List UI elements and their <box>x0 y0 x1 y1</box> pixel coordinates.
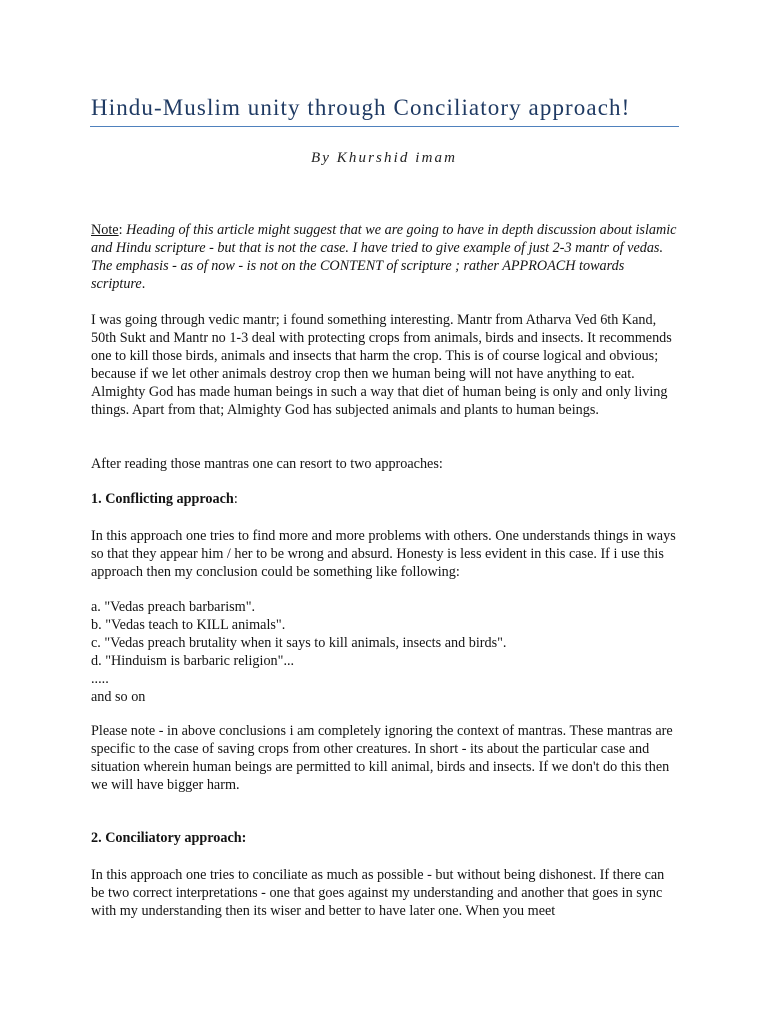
section2-heading-text: 2. Conciliatory approach: <box>91 830 247 846</box>
context-note-paragraph <box>91 722 681 794</box>
section1-heading-text: 1. Conflicting approach <box>91 491 234 507</box>
list-item: and so on <box>91 689 146 705</box>
note-end: . <box>141 276 146 292</box>
section2-paragraph-text: In this approach one tries to conciliate as much as possible - but without being dishonest. If there can be two correct interpretations - one that goes against my understanding and another that goes in sync with my understanding then its wiser and better to have later one. When you meet <box>91 867 665 919</box>
context-note-paragraph-text: Please note - in above conclusions i am completely ignoring the context of mantras. These mantras are specific to the case of saving crops from other creatures. In short - its about the particular case and situation wherein human beings are permitted to kill animal, birds and insects. If we don't do this then we will have bigger harm. <box>91 723 673 793</box>
list-item: ..... <box>91 671 109 687</box>
section1-heading <box>91 490 681 508</box>
intro-paragraph <box>91 311 681 419</box>
section1-paragraph <box>91 527 681 581</box>
approaches-paragraph-text: After reading those mantras one can resort to two approaches: <box>91 456 443 472</box>
list-item: d. "Hinduism is barbaric religion"... <box>91 653 295 669</box>
note-colon: : <box>118 222 123 238</box>
note-text: Heading of this article might suggest that we are going to have in depth discussion about islamic and Hindu scripture - but that is not the case. I have tried to give example of just 2-3 mantr of vedas. The emphasis - as of now - is not on the CONTENT of scripture ; rather APPROACH towards scripture <box>91 222 677 292</box>
author-byline: By Khurshid imam <box>310 150 458 166</box>
list-item: a. "Vedas preach barbarism". <box>91 599 256 615</box>
section1-heading-colon: : <box>233 491 238 507</box>
section1-paragraph-text: In this approach one tries to find more and more problems with others. One understands things in ways so that they appear him / her to be wrong and absurd. Honesty is less evident in this case. If i use this approach then my conclusion could be something like following: <box>91 528 676 580</box>
conclusions-list <box>91 598 681 706</box>
note-label: Note <box>91 222 119 238</box>
document-title: Hindu-Muslim unity through Conciliatory approach! <box>91 95 631 120</box>
list-item: c. "Vedas preach brutality when it says to kill animals, insects and birds". <box>91 635 507 651</box>
list-item: b. "Vedas teach to KILL animals". <box>91 617 286 633</box>
title-underline <box>90 126 679 127</box>
section2-heading <box>91 829 681 847</box>
note-paragraph <box>91 221 681 293</box>
intro-paragraph-text: I was going through vedic mantr; i found something interesting. Mantr from Atharva Ved 6th Kand, 50th Sukt and Mantr no 1-3 deal with protecting crops from animals, birds and insects. It recommends one to kill those birds, animals and insects that harm the crop. This is of course logical and obvious; because if we let other animals destroy crop then we human being will not have anything to eat. Almighty God has made human beings in such a way that diet of human being is only and only living things. Apart from that; Almighty God has subjected animals and plants to human beings. <box>91 312 672 418</box>
section2-paragraph <box>91 866 681 920</box>
approaches-paragraph <box>91 455 681 473</box>
